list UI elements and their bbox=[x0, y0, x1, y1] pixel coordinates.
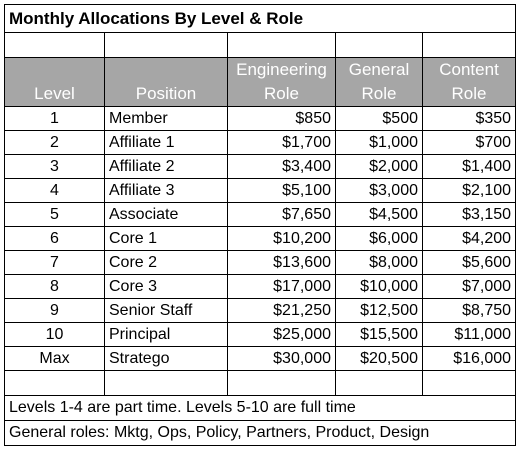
header-engineering-role[interactable]: Role bbox=[228, 82, 336, 107]
position-cell[interactable]: Affiliate 2 bbox=[105, 155, 228, 179]
table-title[interactable]: Monthly Allocations By Level & Role bbox=[5, 5, 516, 33]
level-cell[interactable]: 6 bbox=[5, 227, 105, 251]
level-cell[interactable]: 1 bbox=[5, 107, 105, 131]
general-cell[interactable]: $6,000 bbox=[336, 227, 423, 251]
general-cell[interactable]: $1,000 bbox=[336, 131, 423, 155]
engineering-cell[interactable]: $13,600 bbox=[228, 251, 336, 275]
engineering-cell[interactable]: $17,000 bbox=[228, 275, 336, 299]
header-general-role[interactable]: Role bbox=[336, 82, 423, 107]
content-cell[interactable]: $4,200 bbox=[423, 227, 516, 251]
table-row bbox=[5, 323, 516, 347]
engineering-cell[interactable]: $3,400 bbox=[228, 155, 336, 179]
content-cell[interactable]: $5,600 bbox=[423, 251, 516, 275]
level-cell[interactable]: 10 bbox=[5, 323, 105, 347]
note-part-time[interactable]: Levels 1-4 are part time. Levels 5-10 are full time bbox=[5, 396, 516, 421]
empty-cell[interactable] bbox=[423, 371, 516, 396]
general-cell[interactable]: $500 bbox=[336, 107, 423, 131]
content-cell[interactable]: $1,400 bbox=[423, 155, 516, 179]
header-content[interactable]: Content bbox=[423, 58, 516, 83]
content-cell[interactable]: $350 bbox=[423, 107, 516, 131]
general-cell[interactable]: $4,500 bbox=[336, 203, 423, 227]
position-cell[interactable]: Associate bbox=[105, 203, 228, 227]
position-cell[interactable]: Core 1 bbox=[105, 227, 228, 251]
engineering-cell[interactable]: $5,100 bbox=[228, 179, 336, 203]
table-row bbox=[5, 227, 516, 251]
content-cell[interactable]: $2,100 bbox=[423, 179, 516, 203]
empty-cell[interactable] bbox=[336, 371, 423, 396]
empty-cell[interactable] bbox=[228, 371, 336, 396]
empty-cell[interactable] bbox=[5, 371, 105, 396]
content-cell[interactable]: $8,750 bbox=[423, 299, 516, 323]
content-cell[interactable]: $7,000 bbox=[423, 275, 516, 299]
engineering-cell[interactable]: $7,650 bbox=[228, 203, 336, 227]
content-cell[interactable]: $11,000 bbox=[423, 323, 516, 347]
general-cell[interactable]: $15,500 bbox=[336, 323, 423, 347]
content-cell[interactable]: $16,000 bbox=[423, 347, 516, 371]
position-cell[interactable]: Principal bbox=[105, 323, 228, 347]
position-cell[interactable]: Affiliate 3 bbox=[105, 179, 228, 203]
engineering-cell[interactable]: $1,700 bbox=[228, 131, 336, 155]
header-cell[interactable] bbox=[105, 58, 228, 83]
spreadsheet bbox=[4, 4, 515, 446]
empty-cell[interactable] bbox=[5, 33, 105, 58]
level-cell[interactable]: 7 bbox=[5, 251, 105, 275]
empty-cell[interactable] bbox=[105, 33, 228, 58]
general-cell[interactable]: $12,500 bbox=[336, 299, 423, 323]
header-engineering[interactable]: Engineering bbox=[228, 58, 336, 83]
level-cell[interactable]: 3 bbox=[5, 155, 105, 179]
empty-cell[interactable] bbox=[423, 33, 516, 58]
general-cell[interactable]: $20,500 bbox=[336, 347, 423, 371]
position-cell[interactable]: Affiliate 1 bbox=[105, 131, 228, 155]
table-row bbox=[5, 107, 516, 131]
content-cell[interactable]: $700 bbox=[423, 131, 516, 155]
general-cell[interactable]: $3,000 bbox=[336, 179, 423, 203]
general-cell[interactable]: $8,000 bbox=[336, 251, 423, 275]
level-cell[interactable]: 9 bbox=[5, 299, 105, 323]
allocations-table bbox=[4, 4, 516, 446]
level-cell[interactable]: 5 bbox=[5, 203, 105, 227]
table-row bbox=[5, 347, 516, 371]
position-cell[interactable]: Stratego bbox=[105, 347, 228, 371]
position-cell[interactable]: Core 3 bbox=[105, 275, 228, 299]
content-cell[interactable]: $3,150 bbox=[423, 203, 516, 227]
table-row bbox=[5, 299, 516, 323]
table-row bbox=[5, 251, 516, 275]
level-cell[interactable]: 8 bbox=[5, 275, 105, 299]
position-cell[interactable]: Senior Staff bbox=[105, 299, 228, 323]
general-cell[interactable]: $2,000 bbox=[336, 155, 423, 179]
header-content-role[interactable]: Role bbox=[423, 82, 516, 107]
table-row bbox=[5, 203, 516, 227]
engineering-cell[interactable]: $10,200 bbox=[228, 227, 336, 251]
engineering-cell[interactable]: $25,000 bbox=[228, 323, 336, 347]
table-row bbox=[5, 179, 516, 203]
engineering-cell[interactable]: $30,000 bbox=[228, 347, 336, 371]
header-level[interactable]: Level bbox=[5, 82, 105, 107]
empty-cell[interactable] bbox=[228, 33, 336, 58]
table-row bbox=[5, 275, 516, 299]
level-cell[interactable]: Max bbox=[5, 347, 105, 371]
note-general-roles[interactable]: General roles: Mktg, Ops, Policy, Partners, Product, Design bbox=[5, 421, 516, 446]
empty-cell[interactable] bbox=[336, 33, 423, 58]
level-cell[interactable]: 4 bbox=[5, 179, 105, 203]
engineering-cell[interactable]: $21,250 bbox=[228, 299, 336, 323]
table-row bbox=[5, 131, 516, 155]
header-general[interactable]: General bbox=[336, 58, 423, 83]
general-cell[interactable]: $10,000 bbox=[336, 275, 423, 299]
position-cell[interactable]: Core 2 bbox=[105, 251, 228, 275]
engineering-cell[interactable]: $850 bbox=[228, 107, 336, 131]
position-cell[interactable]: Member bbox=[105, 107, 228, 131]
header-position[interactable]: Position bbox=[105, 82, 228, 107]
empty-cell[interactable] bbox=[105, 371, 228, 396]
header-cell[interactable] bbox=[5, 58, 105, 83]
table-row bbox=[5, 155, 516, 179]
level-cell[interactable]: 2 bbox=[5, 131, 105, 155]
